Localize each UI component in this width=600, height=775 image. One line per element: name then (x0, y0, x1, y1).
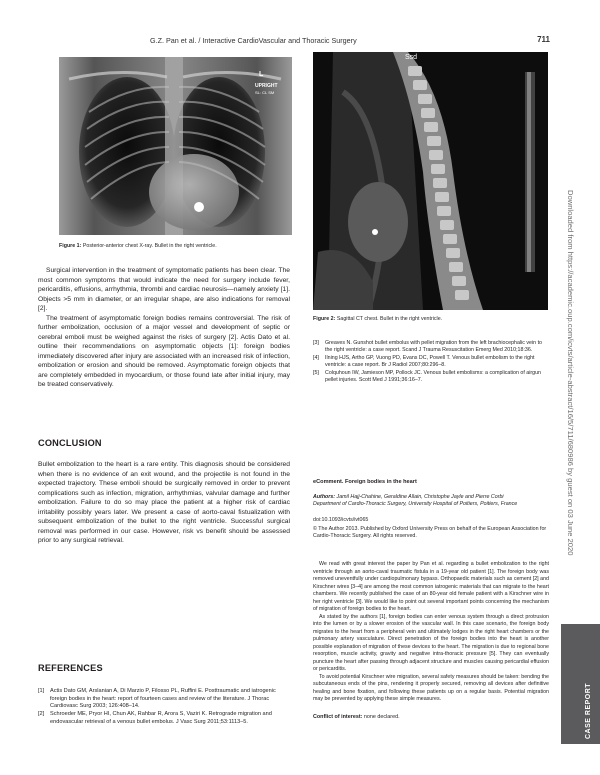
reference-item (38, 688, 290, 711)
conflict-text: none declared. (362, 714, 400, 720)
figure-2-label: Figure 2: (313, 316, 336, 322)
ecomment-affiliation: Department of Cardio-Thoracic Surgery, University Hospital of Poitiers, Poitiers, France (313, 501, 518, 508)
reference-number: [4] (313, 354, 319, 361)
reference-number: [3] (313, 340, 319, 346)
section-tab-label: CASE REPORT (585, 682, 592, 739)
ecomment-copyright: © The Author 2013. Published by Oxford University Press on behalf of the European Association for Cardio-Thoracic Surgery. All rights reserved. (313, 526, 547, 540)
download-note-text: Downloaded from https://academic.oup.com/icvts/article-abstract/16/5/711/680986 by guest on 03 June 2020 (566, 190, 575, 556)
figure-2-caption-text: Sagittal CT chest. Bullet in the right ventricle. (335, 316, 443, 322)
figure-1-caption (59, 243, 217, 250)
reference-text: Schroeder ME, Pryor HI, Chun AK, Rahbar R, Arora S, Vaziri K. Retrograde migration and endovascular retrieval of a venous bullet embolus. J Vasc Surg 2011;53:1113–5. (50, 711, 272, 725)
xray-series-label: SL: CL SM (255, 90, 275, 95)
bullet-marker (194, 202, 204, 212)
page-number: 711 (537, 35, 550, 44)
paragraph: We read with great interest the paper by Pan et al. regarding a bullet embolization to the right ventricle through an aorto-caval traumatic fistula in a 19-year old patient [1]. The foreign body was removed uneventfully under cardiopulmonary bypass. Orthopaedic materials such as cement [2] and Kirschner wires [3–4] are among the most common iatrogenic materials that can migrate to the heart chambers. We recently published the case of an 80-year old female patient with a Kirschner wire in her right ventricle [3]. We would like to point out several important points concerning the mechanism of migration of foreign bodies to the heart. (313, 561, 549, 613)
left-column-text (38, 266, 290, 390)
conflict-of-interest (313, 714, 400, 720)
figure-1-label: Figure 1: (59, 243, 82, 249)
figure-2-ct (313, 52, 548, 310)
conflict-label: Conflict of interest: (313, 714, 363, 720)
ecomment-body (313, 561, 549, 704)
reference-list-continued (313, 340, 549, 384)
ecomment-author-names: Jamil Hajj-Chahine, Geraldine Allain, Christophe Jayle and Pierre Corbi (335, 494, 504, 500)
references-heading: REFERENCES (38, 663, 103, 673)
reference-number: [2] (38, 711, 45, 718)
paragraph: Bullet embolization to the heart is a rare entity. This diagnosis should be considered when there is no evidence of an exit wound, and the projectile is not found in the expected trajectory. These emboli should be surgically removed in order to prevent complications such as infection, migration, arrhythmias, valvular damage and further embolization. Failure to do so may place the patient at a higher risk of cardiac irritability possibly years later. We present a case of aorto-caval fistualization with subsequent embolization of the bullet to the right ventricle. Successful surgical removal was performed in our case. However, risk vs benefit should be assessed prior to any surgical retrieval. (38, 461, 290, 545)
reference-text: Colquhoun IW, Jamieson MP, Pollock JC. Venous bullet embolisms: a complication of airgun pellet injuries. Scott Med J 1991;36:16–7. (325, 369, 542, 383)
bullet-marker (372, 229, 378, 235)
reference-item (313, 355, 549, 369)
paragraph: To avoid potential Kirschner wire migration, several safety measures should be taken: bending the subcutaneous ends of the pins, rendering it properly secured, removing all devices after definitive healing and bone fixation, and following these patients up on a regular basis. Potential migration may be prevented by applying these simple measures. (313, 673, 549, 703)
reference-item (313, 340, 549, 354)
running-head: G.Z. Pan et al. / Interactive CardioVascular and Thoracic Surgery (150, 36, 357, 45)
ecomment-title: eComment. Foreign bodies in the heart (313, 479, 417, 485)
reference-number: [1] (38, 688, 45, 694)
xray-position-label: UPRIGHT (255, 83, 278, 89)
paragraph: As stated by the authors [1], foreign bodies can enter venous system through a direct protrusion into the lumen or by a slower erosion of the vascular wall. In this case scenario, the foreign body migrates to the heart from a peripheral vein and ultimately lodges in the right heart chambers or the pulmonary artery vasculature. Direct penetration of the foreign bodies into the heart is another possible explanation of migration of these devices to the heart. The migration is due to regional bone resorption, muscle activity, gravity and negative intra-thoracic pressure [5]. They can eventually puncture the heart after passing through adjacent structure and muscles causing pericardial effusion or pericarditis. (313, 613, 549, 673)
figure-1-caption-text: Posterior-anterior chest X-ray. Bullet in the right ventricle. (81, 243, 217, 249)
figure-1-xray (59, 57, 292, 235)
paragraph: The treatment of asymptomatic foreign bodies remains controversial. The risk of further embolization, occlusion of a major vessel and development of septic or cerebral emboli must be weighed against the risks of surgery [2]. Actis Dato et al. outline their recommendations on asymptomatic objects [1]: foreign bodies immediately discovered after injury are associated with an increased risk of infection, embolization or erosion and should be removed. Asymptomatic foreign objects that are completely embedded in myocardium, or those found late after initial injury, may be treated conservatively. (38, 314, 290, 389)
reference-list (38, 688, 290, 727)
conclusion-text (38, 460, 290, 546)
ecomment-authors (313, 494, 549, 508)
reference-text: Actis Dato GM, Arslanian A, Di Marzio P, Filosso PL, Ruffini E. Posttraumatic and iatrogenic foreign bodies in the heart: report of fourteen cases and review of the literature. J Thorac Cardiovasc Surg 2003; 126:408–14. (50, 688, 276, 710)
ecomment-authors-label: Authors: (313, 494, 336, 500)
ct-image (313, 52, 548, 310)
reference-item (313, 370, 549, 384)
ct-overlay-label: Ssd (405, 54, 418, 61)
reference-text: Ilning HJS, Artho GP, Vuong PD, Evans DC, Powell T. Venous bullet embolism to the right ventricle: a case report. Br J Radiol 2007;80:296–8. (325, 354, 535, 368)
reference-number: [5] (313, 369, 319, 376)
ecomment-doi: doi:10.1093/icvts/ivt065 (313, 517, 369, 523)
reference-text: Greaves N. Gunshot bullet embolus with pellet migration from the left brachiocephalic vein to the right ventricle: a case report. Scand J Trauma Resuscitation Emerg Med 2010;18:36. (325, 340, 542, 354)
section-tab (561, 624, 600, 744)
reference-item (38, 711, 290, 726)
figure-2-caption (313, 316, 442, 323)
conclusion-heading: CONCLUSION (38, 438, 102, 448)
paragraph: Surgical intervention in the treatment of symptomatic patients has been clear. The most common symptoms that would indicate the need for surgery include fever, pericarditis, effusions, arrhythmia, thrombi and cardiac neurosis—namely anxiety [1]. Objects >5 mm in diameter, or an irregular shape, are also indications for removal [2]. (38, 267, 290, 313)
xray-side-marker: L (259, 71, 264, 78)
